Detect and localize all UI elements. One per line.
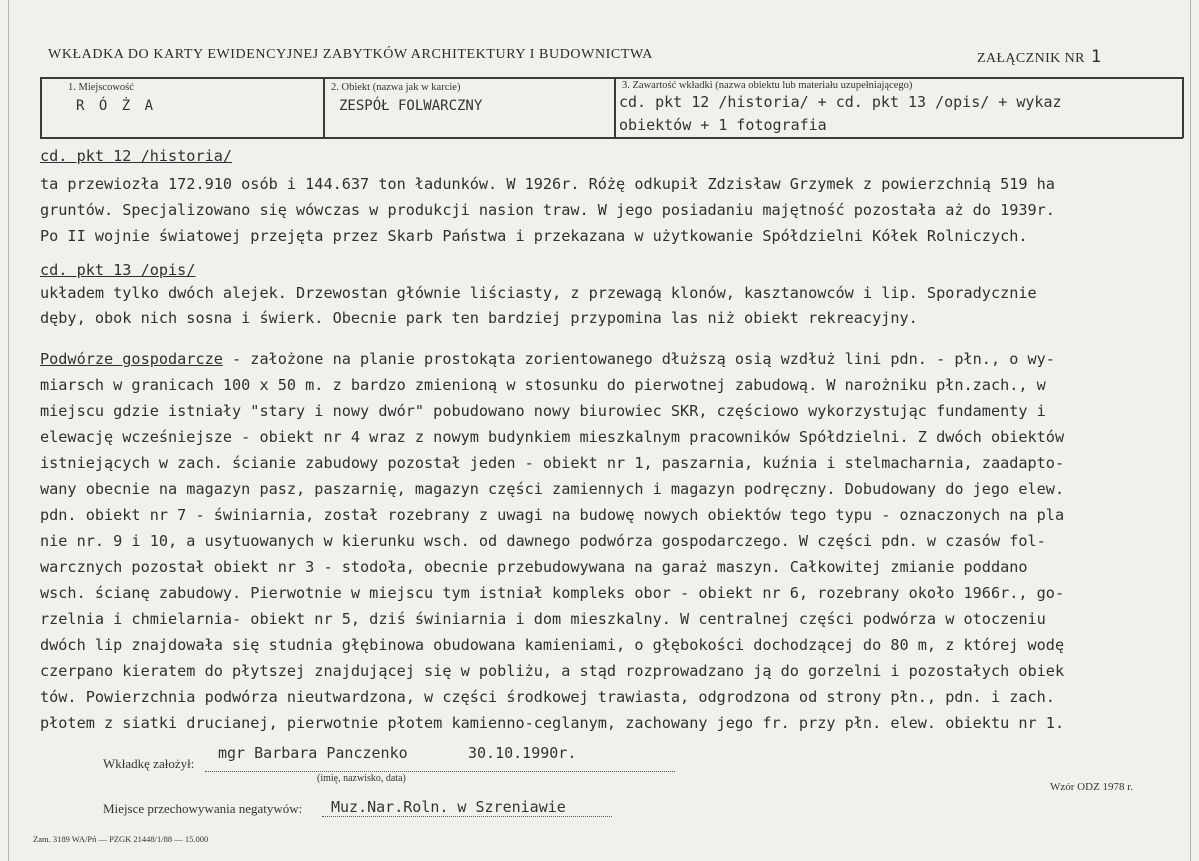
history-heading: cd. pkt 12 /historia/: [40, 147, 233, 165]
yard-line: miejscu gdzie istniały "stary i nowy dwór" pobudowano nowy biurowiec SKR, częściowo wykorzystując fundamenty i: [40, 402, 1046, 420]
yard-line: tów. Powierzchnia podwórza nieutwardzona, w części środkowej trawiasta, odgrodzona od strony płn., pdn. i zach.: [40, 688, 1055, 706]
yard-line: miarsch w granicach 100 x 50 m. z bardzo zmienioną w stosunku do pierwotnej zabudową. W narożniku płn.zach., w: [40, 376, 1046, 394]
yard-line: wsch. ścianę zabudowy. Pierwotnie w miejscu tym istniał kompleks obor - obiekt nr 6, rozebrany około 1966r., go-: [40, 584, 1065, 602]
created-by-caption: (imię, nazwisko, data): [317, 773, 406, 784]
yard-line: płotem z siatki drucianej, pierwotnie płotem kamienno-ceglanym, zachowany jego fr. przy płn. elew. obiektu nr 1.: [40, 714, 1065, 732]
annex-label-group: [977, 47, 1102, 67]
place-label: 1. Miejscowość: [68, 82, 134, 93]
yard-line: warcznych pozostał obiekt nr 3 - stodoła, obecnie przebudowywana na garaż maszyn. Całkowitej zmianie poddano: [40, 558, 1028, 576]
yard-line: czerpano kieratem do płytszej znajdującej się w pobliżu, a stąd rozprowadzano ją do gorzelni i pozostałych obiek: [40, 662, 1065, 680]
left-card-edge: [8, 0, 9, 861]
form-model: Wzór ODZ 1978 r.: [1050, 781, 1134, 793]
yard-line: nie nr. 9 i 10, a usytuowanych w kierunku wsch. od dawnego podwórza gospodarczego. W części pdn. w czasów fol-: [40, 532, 1046, 550]
yard-line: dwóch lip znajdowała się studnia głębinowa obudowana kamieniami, o głębokości dochodzącej do 80 m, z której wodę: [40, 636, 1065, 654]
negatives-label: Miejsce przechowywania negatywów:: [103, 801, 303, 816]
yard-line: pdn. obiekt nr 7 - świniarnia, został rozebrany z uwagi na budowę nowych obiektów tego typu - oznaczonych na pla: [40, 506, 1065, 524]
place-value: R Ó Ż A: [76, 98, 157, 114]
yard-first-line-rest: - założone na planie prostokąta zorientowanego dłuższą osią wzdłuż lini pdn. - płn., o wy-: [222, 350, 1055, 368]
created-by-label: Wkładkę założył:: [103, 756, 195, 771]
annex-label: ZAŁĄCZNIK NR: [977, 51, 1085, 66]
description-heading: cd. pkt 13 /opis/: [40, 261, 196, 279]
yard-line: istniejących w zach. ścianie zabudowy pozostał jeden - obiekt nr 1, paszarnia, kuźnia i stelmacharnia, zaadapto-: [40, 454, 1065, 472]
header-bottom-rule: [40, 137, 1183, 139]
form-title: WKŁADKA DO KARTY EWIDENCYJNEJ ZABYTKÓW ARCHITEKTURY I BUDOWNICTWA: [48, 47, 653, 62]
yard-line: rzelnia i chmielarnia- obiekt nr 5, dziś świniarnia i dom mieszkalny. W centralnej części podwórza w otoczeniu: [40, 610, 1046, 628]
yard-first-line: [40, 350, 1055, 368]
description-line: dęby, obok nich sosna i świerk. Obecnie park ten bardziej przypomina las niż obiekt rekreacyjny.: [40, 309, 918, 327]
created-date: 30.10.1990r.: [468, 744, 577, 762]
yard-line: elewację wcześniejsze - obiekt nr 4 wraz z nowym budynkiem mieszkalnym pracowników Spółdzielni. Z dwóch obiektów: [40, 428, 1065, 446]
created-by-value: mgr Barbara Panczenko: [218, 744, 408, 762]
header-top-rule: [40, 77, 1183, 79]
created-by-line: [205, 770, 675, 772]
history-line: ta przewiozła 172.910 osób i 144.637 ton ładunków. W 1926r. Różę odkupił Zdzisław Grzymek z powierzchnią 519 ha: [40, 175, 1055, 193]
header-divider-2: [614, 77, 616, 138]
object-label: 2. Obiekt (nazwa jak w karcie): [331, 82, 461, 93]
negatives-value: Muz.Nar.Roln. w Szreniawie: [331, 798, 566, 816]
annex-number: 1: [1090, 47, 1102, 67]
yard-line: wany obecnie na magazyn pasz, paszarnię, magazyn części zamiennych i magazyn podręczny. Dobudowany do jego elew.: [40, 480, 1065, 498]
print-info: Zam. 3189 WA/Pń — PZGK 21448/1/88 — 15.000: [33, 834, 209, 844]
content-label: 3. Zawartość wkładki (nazwa obiektu lub materiału uzupełniającego): [622, 80, 913, 91]
header-right-rule: [1182, 77, 1184, 138]
history-line: gruntów. Specjalizowano się wówczas w produkcji nasion traw. W jego posiadaniu majętność pozostała aż do 1939r.: [40, 201, 1055, 219]
header-divider-1: [323, 77, 325, 138]
history-line: Po II wojnie światowej przejęta przez Skarb Państwa i przekazana w użytkowanie Spółdzielni Kółek Rolniczych.: [40, 227, 1028, 245]
description-line: układem tylko dwóch alejek. Drzewostan głównie liściasty, z przewagą klonów, kasztanowców i lip. Sporadycznie: [40, 284, 1037, 302]
right-card-edge: [1190, 0, 1191, 861]
header-left-rule: [40, 77, 42, 138]
object-value: ZESPÓŁ FOLWARCZNY: [339, 98, 483, 114]
content-line-2: obiektów + 1 fotografia: [619, 116, 827, 134]
yard-heading: Podwórze gospodarcze: [40, 350, 223, 368]
content-line-1: cd. pkt 12 /historia/ + cd. pkt 13 /opis/ + wykaz: [619, 93, 1062, 111]
